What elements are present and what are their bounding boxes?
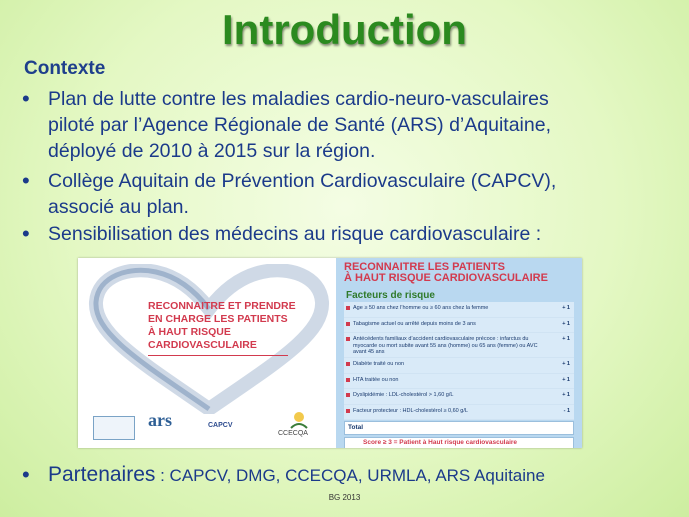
risk-total: Total xyxy=(344,421,574,435)
poster-left-title-line: CARDIOVASCULAIRE xyxy=(148,339,257,351)
bullet-3 xyxy=(20,221,680,247)
bullet-line: Sensibilisation des médecins au risque cardiovasculaire : xyxy=(48,223,542,245)
poster-left-panel xyxy=(78,258,336,448)
bullet-2 xyxy=(20,168,680,220)
poster-image xyxy=(78,258,582,448)
poster-left-title-line: RECONNAITRE ET PRENDRE xyxy=(148,300,296,312)
poster-left-title-line: EN CHARGE LES PATIENTS xyxy=(148,313,288,325)
poster-left-title-line: À HAUT RISQUE xyxy=(148,326,231,338)
risk-row: Diabète traité ou non + 1 xyxy=(344,358,574,374)
risk-row: Tabagisme actuel ou arrêté depuis moins de 3 ans + 1 xyxy=(344,318,574,334)
ccecqa-logo: CCECQA xyxy=(278,430,308,437)
partner-logos xyxy=(88,410,333,444)
poster-right-title xyxy=(344,262,548,284)
bullet-line: déployé de 2010 à 2015 sur la région. xyxy=(48,140,376,162)
risk-row: Age ≥ 50 ans chez l’homme ou ≥ 60 ans chez la femme + 1 xyxy=(344,302,574,318)
bullet-partners xyxy=(20,462,680,489)
risk-table xyxy=(344,302,574,448)
poster-right-title-line: RECONNAITRE LES PATIENTS xyxy=(344,261,505,273)
bullet-line: associé au plan. xyxy=(48,196,189,218)
title-underline xyxy=(148,355,288,356)
risk-row: Antécédents familiaux d’accident cardiovasculaire précoce : infarctus du myocarde ou mort subite avant 55 ans (homme) ou 65 ans (femme) ou AVC avant 45 ans + 1 xyxy=(344,333,574,358)
bullet-icon: • xyxy=(22,221,30,246)
poster-right-title-line: À HAUT RISQUE CARDIOVASCULAIRE xyxy=(344,272,548,284)
bullet-1 xyxy=(20,86,680,164)
partners-lead: Partenaires xyxy=(48,463,156,486)
risk-row: Facteur protecteur : HDL-cholestérol ≥ 0,60 g/L - 1 xyxy=(344,405,574,421)
risk-row: Dyslipidémie : LDL-cholestérol > 1,60 g/L + 1 xyxy=(344,389,574,405)
bullet-line: piloté par l’Agence Régionale de Santé (ARS) d’Aquitaine, xyxy=(48,114,551,136)
risk-row: HTA traitée ou non + 1 xyxy=(344,374,574,390)
bullet-icon: • xyxy=(22,168,30,193)
partners-list: : CAPCV, DMG, CCECQA, URMLA, ARS Aquitaine xyxy=(155,466,545,485)
risk-score: Score ≥ 3 = Patient à Haut risque cardiovasculaire xyxy=(344,437,574,448)
ars-logo: ars xyxy=(148,410,172,430)
poster-left-title xyxy=(148,300,323,352)
risk-factors-heading: Facteurs de risque xyxy=(346,290,435,301)
bullet-line: Collège Aquitain de Prévention Cardiovasculaire (CAPCV), xyxy=(48,170,557,192)
slide-title: Introduction xyxy=(222,6,467,53)
bullet-icon: • xyxy=(22,462,30,487)
poster-right-panel xyxy=(336,258,582,448)
section-subtitle: Contexte xyxy=(24,58,106,79)
dmg-logo xyxy=(93,416,135,440)
capcv-logo: CAPCV xyxy=(208,422,233,429)
bullet-icon: • xyxy=(22,86,30,111)
footer-credit: BG 2013 xyxy=(328,493,361,502)
ccecqa-mark-icon xyxy=(288,410,310,430)
bullet-line: Plan de lutte contre les maladies cardio-neuro-vasculaires xyxy=(48,88,549,110)
